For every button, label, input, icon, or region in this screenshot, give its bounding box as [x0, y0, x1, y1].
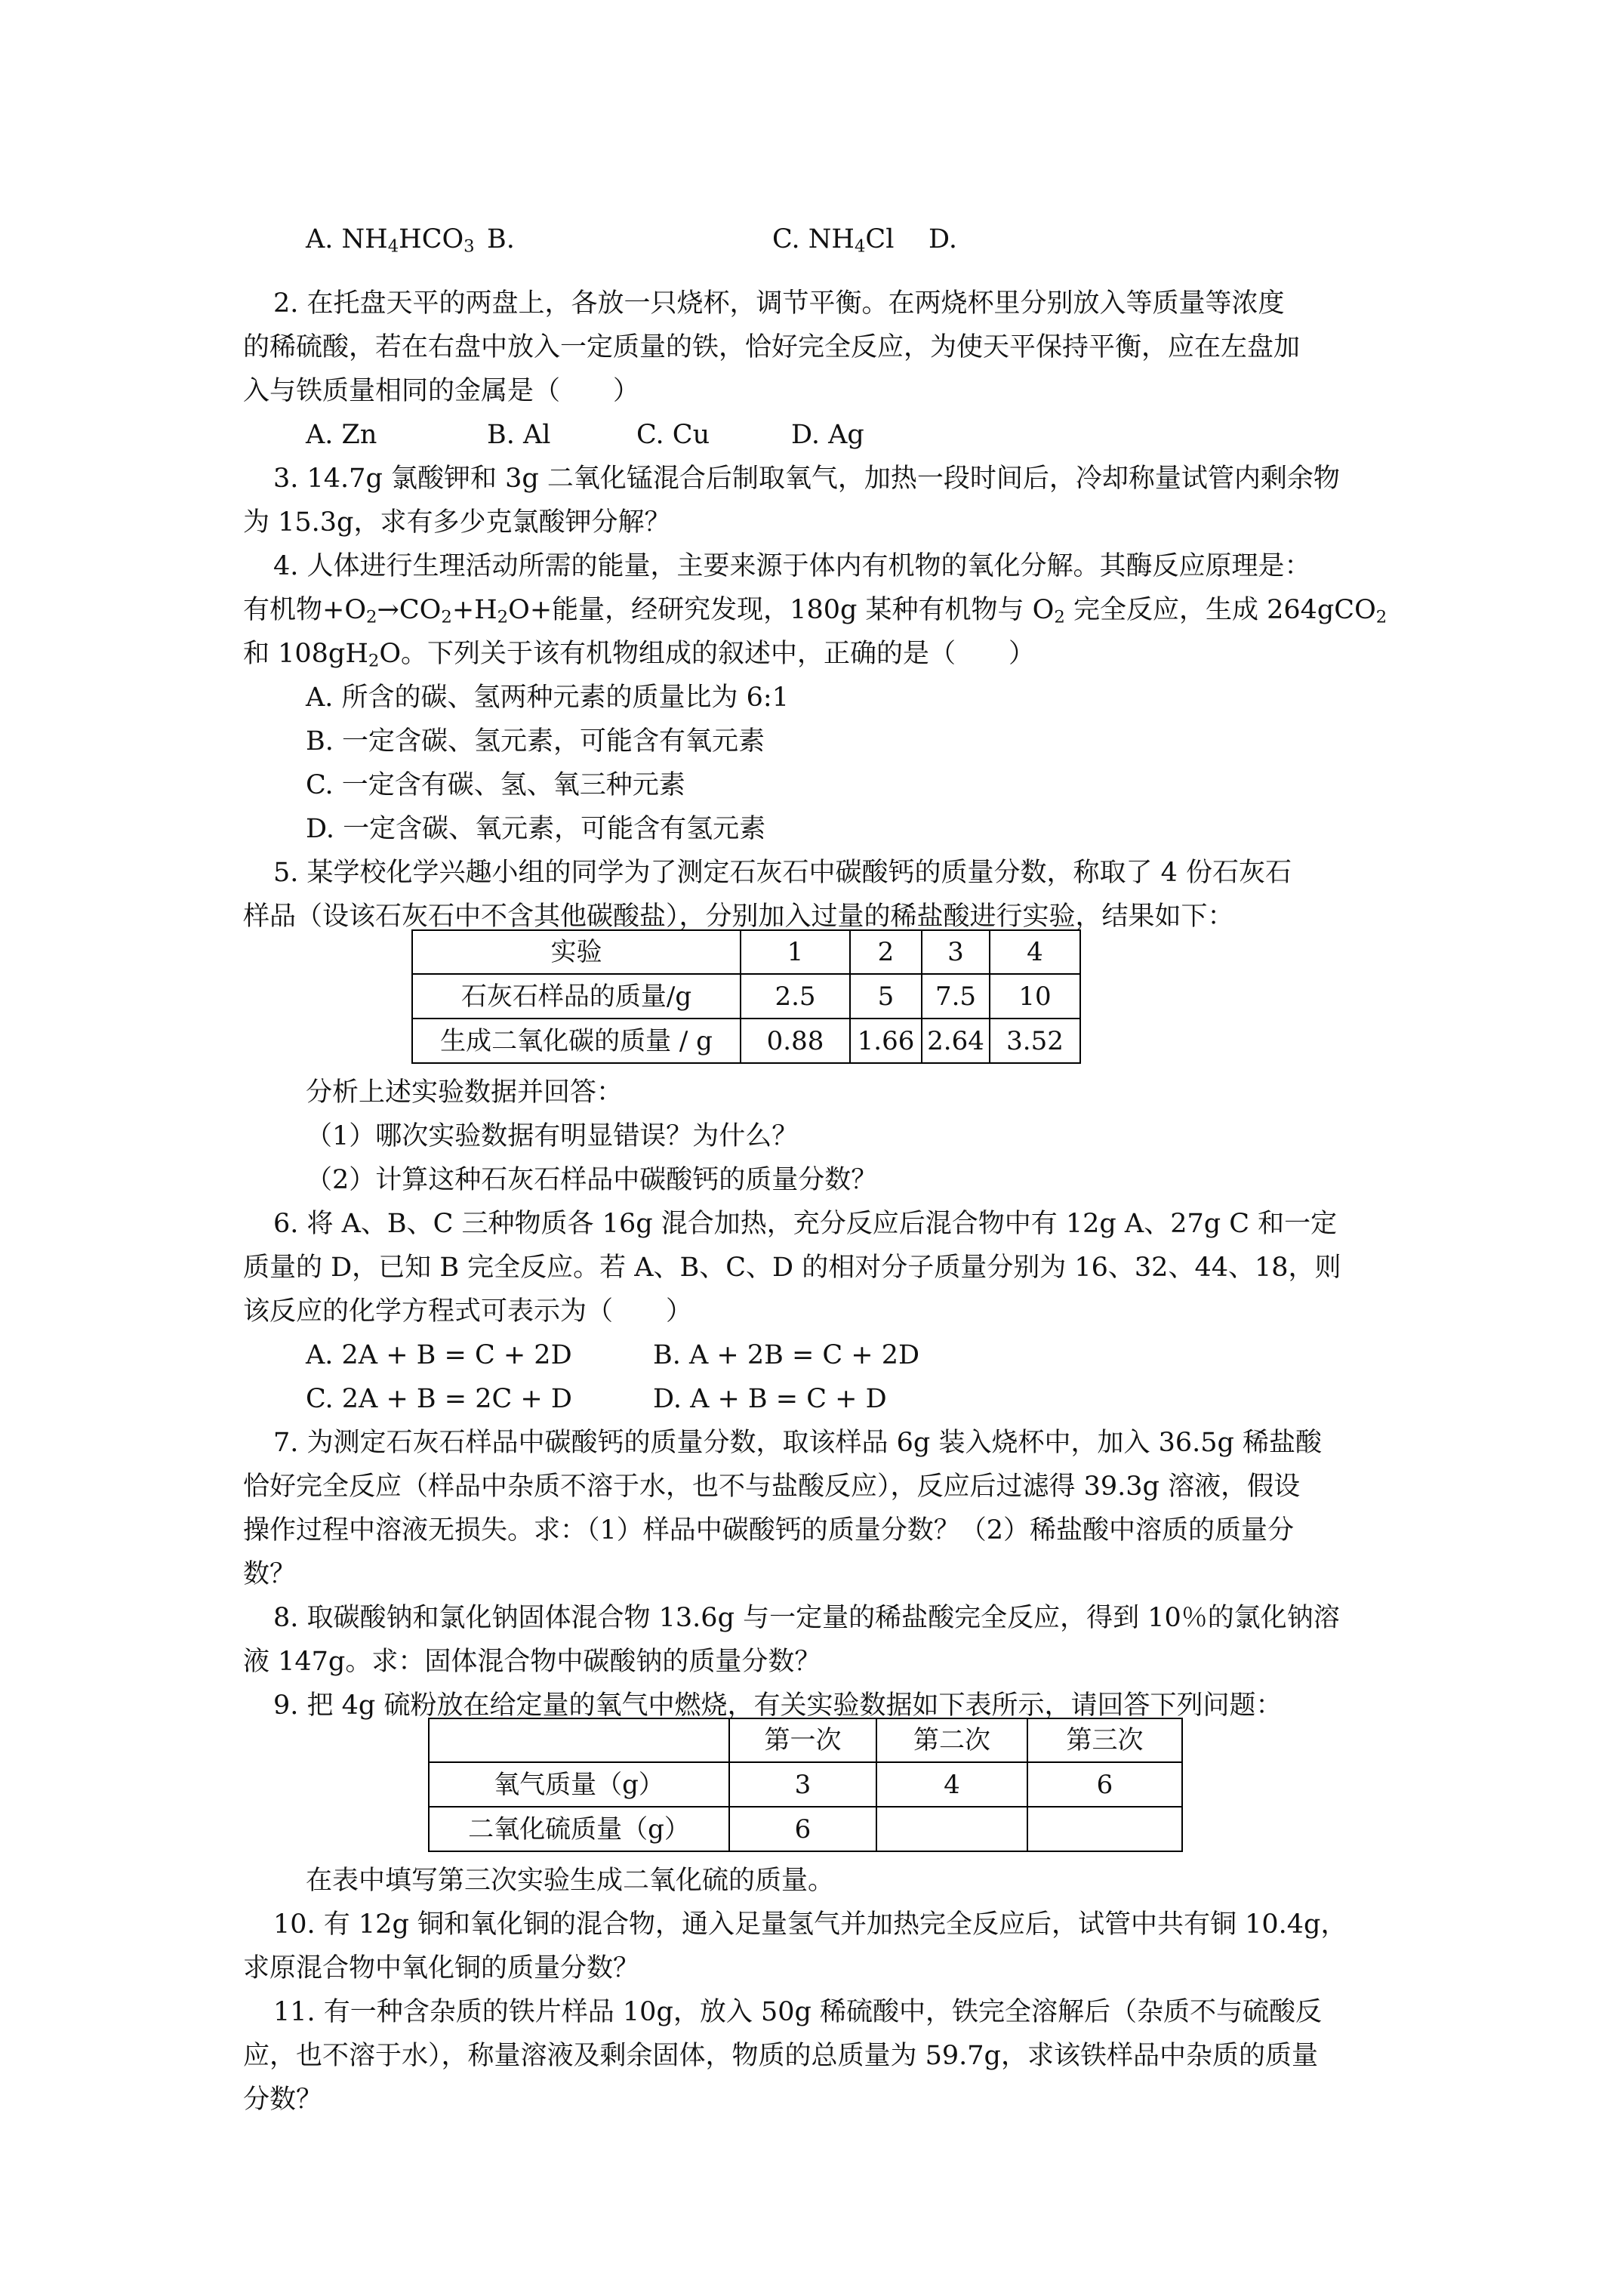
q5-table-cell: 4 — [990, 930, 1080, 974]
q2-line-2: 的稀硫酸，若在右盘中放入一定质量的铁，恰好完全反应，为使天平保持平衡，应在左盘加 — [243, 332, 1301, 362]
q9-instruction: 在表中填写第三次实验生成二氧化硫的质量。 — [306, 1866, 835, 1896]
q6-option-c: C. 2A + B = 2C + D — [306, 1384, 572, 1414]
q6-line-1: 6. 将 A、B、C 三种物质各 16g 混合加热，充分反应后混合物中有 12g A、27g C 和一定 — [273, 1209, 1338, 1239]
q2-option-a: A. Zn — [306, 420, 377, 450]
q9-table-cell: 3 — [729, 1762, 876, 1807]
q9-line-1: 9. 把 4g 硫粉放在给定量的氧气中燃烧，有关实验数据如下表所示，请回答下列问题： — [273, 1690, 1283, 1721]
q5-line-1: 5. 某学校化学兴趣小组的同学为了测定石灰石中碳酸钙的质量分数，称取了 4 份石灰石 — [273, 858, 1292, 888]
q10-line-2: 求原混合物中氧化铜的质量分数？ — [243, 1953, 640, 1983]
q8-line-1: 8. 取碳酸钠和氯化钠固体混合物 13.6g 与一定量的稀盐酸完全反应，得到 10％的氯化钠溶 — [273, 1603, 1340, 1633]
q9-table-row — [429, 1762, 1182, 1807]
q5-table-cell: 石灰石样品的质量/g — [412, 974, 741, 1019]
q2-option-c: C. Cu — [636, 420, 710, 450]
q5-table-cell: 7.5 — [922, 974, 990, 1019]
q5-table-cell: 5 — [850, 974, 922, 1019]
q5-table-row — [412, 1019, 1080, 1063]
q6-option-b: B. A + 2B = C + 2D — [653, 1340, 920, 1370]
q7-line-1: 7. 为测定石灰石样品中碳酸钙的质量分数，取该样品 6g 装入烧杯中，加入 36.5g 稀盐酸 — [273, 1428, 1323, 1458]
q5-table-cell: 1 — [741, 930, 850, 974]
q5-table-cell: 2.5 — [741, 974, 850, 1019]
q3-line-2: 为 15.3g，求有多少克氯酸钾分解？ — [243, 507, 671, 538]
q11-line-3: 分数？ — [243, 2085, 323, 2115]
q5-table-cell: 实验 — [412, 930, 741, 974]
q9-table-cell: 第三次 — [1027, 1718, 1182, 1762]
q2-line-3: 入与铁质量相同的金属是（ ） — [243, 376, 640, 406]
q9-table-cell[interactable] — [876, 1807, 1027, 1851]
q5-table-row — [412, 974, 1080, 1019]
q6-line-3: 该反应的化学方程式可表示为（ ） — [243, 1296, 693, 1327]
q9-table-cell — [429, 1718, 729, 1762]
q5-data-table — [411, 929, 1081, 1064]
q8-line-2: 液 147g。求：固体混合物中碳酸钠的质量分数？ — [243, 1647, 821, 1677]
q7-line-2: 恰好完全反应（样品中杂质不溶于水，也不与盐酸反应），反应后过滤得 39.3g 溶液，假设 — [243, 1472, 1301, 1502]
q5-subquestion-2: （2）计算这种石灰石样品中碳酸钙的质量分数？ — [306, 1165, 878, 1195]
q9-table-header-row — [429, 1718, 1182, 1762]
q9-table-cell: 第一次 — [729, 1718, 876, 1762]
q5-table-cell: 1.66 — [850, 1019, 922, 1063]
q5-table-cell: 10 — [990, 974, 1080, 1019]
q5-table-cell: 2.64 — [922, 1019, 990, 1063]
q3-line-1: 3. 14.7g 氯酸钾和 3g 二氧化锰混合后制取氧气，加热一段时间后，冷却称量试管内剩余物 — [273, 464, 1340, 494]
q9-table-cell[interactable] — [1027, 1807, 1182, 1851]
q1-option-d: D. — [929, 224, 957, 254]
q11-line-1: 11. 有一种含杂质的铁片样品 10g，放入 50g 稀硫酸中，铁完全溶解后（杂质不与硫酸反 — [273, 1997, 1323, 2027]
q5-table-cell: 3.52 — [990, 1019, 1080, 1063]
q5-subquestion-1: （1）哪次实验数据有明显错误？为什么？ — [306, 1121, 799, 1151]
q9-table-cell: 二氧化硫质量（g） — [429, 1807, 729, 1851]
q2-option-d: D. Ag — [791, 420, 864, 450]
q9-table-row — [429, 1807, 1182, 1851]
q6-line-2: 质量的 D，已知 B 完全反应。若 A、B、C、D 的相对分子质量分别为 16、32、44、18，则 — [243, 1253, 1341, 1283]
q6-option-a: A. 2A + B = C + 2D — [306, 1340, 572, 1370]
q1-option-a: A. $NH_4HCO_3$ — [306, 224, 475, 257]
q1-option-b: B. — [487, 224, 515, 254]
q9-table-cell: 6 — [1027, 1762, 1182, 1807]
q5-line-2: 样品（设该石灰石中不含其他碳酸盐），分别加入过量的稀盐酸进行实验，结果如下： — [243, 901, 1234, 932]
q1-option-c: C. $NH_4Cl$ — [772, 224, 895, 257]
q9-data-table — [428, 1718, 1183, 1852]
q9-table-cell: 6 — [729, 1807, 876, 1851]
q6-option-d: D. A + B = C + D — [653, 1384, 887, 1414]
q4-option-d: D. 一定含碳、氧元素，可能含有氢元素 — [306, 814, 766, 844]
q9-table-cell: 氧气质量（g） — [429, 1762, 729, 1807]
q5-analysis-prompt: 分析上述实验数据并回答： — [306, 1077, 624, 1108]
q9-table-cell: 4 — [876, 1762, 1027, 1807]
q2-line-1: 2. 在托盘天平的两盘上，各放一只烧杯，调节平衡。在两烧杯里分别放入等质量等浓度 — [273, 288, 1285, 319]
q5-table-cell: 3 — [922, 930, 990, 974]
q2-option-b: B. Al — [487, 420, 551, 450]
q4-line-1: 4. 人体进行生理活动所需的能量，主要来源于体内有机物的氧化分解。其酶反应原理是： — [273, 551, 1311, 581]
q5-table-header-row — [412, 930, 1080, 974]
q4-option-b: B. 一定含碳、氢元素，可能含有氧元素 — [306, 726, 765, 757]
q7-line-3: 操作过程中溶液无损失。求：（1）样品中碳酸钙的质量分数？（2）稀盐酸中溶质的质量分 — [243, 1515, 1295, 1546]
q5-table-cell: 2 — [850, 930, 922, 974]
q4-line-3: 和 $108gH_2O$。下列关于该有机物组成的叙述中，正确的是（ ） — [243, 639, 1036, 671]
q4-option-c: C. 一定含有碳、氢、氧三种元素 — [306, 770, 685, 800]
q7-line-4: 数？ — [243, 1559, 297, 1589]
q9-table-cell: 第二次 — [876, 1718, 1027, 1762]
q5-table-cell: 生成二氧化碳的质量 / g — [412, 1019, 741, 1063]
q10-line-1: 10. 有 12g 铜和氧化铜的混合物，通入足量氢气并加热完全反应后，试管中共有铜 10.4g， — [273, 1909, 1347, 1940]
q4-option-a: A. 所含的碳、氢两种元素的质量比为 6:1 — [306, 683, 789, 713]
q11-line-2: 应，也不溶于水），称量溶液及剩余固体，物质的总质量为 59.7g，求该铁样品中杂质的质量 — [243, 2041, 1318, 2071]
q5-table-cell: 0.88 — [741, 1019, 850, 1063]
q4-line-2: 有机物$+O_2\to CO_2+H_2O+$能量，经研究发现，180g 某种有机物与 $O_2$ 完全反应，生成 264gCO$_2$ — [243, 595, 1387, 627]
